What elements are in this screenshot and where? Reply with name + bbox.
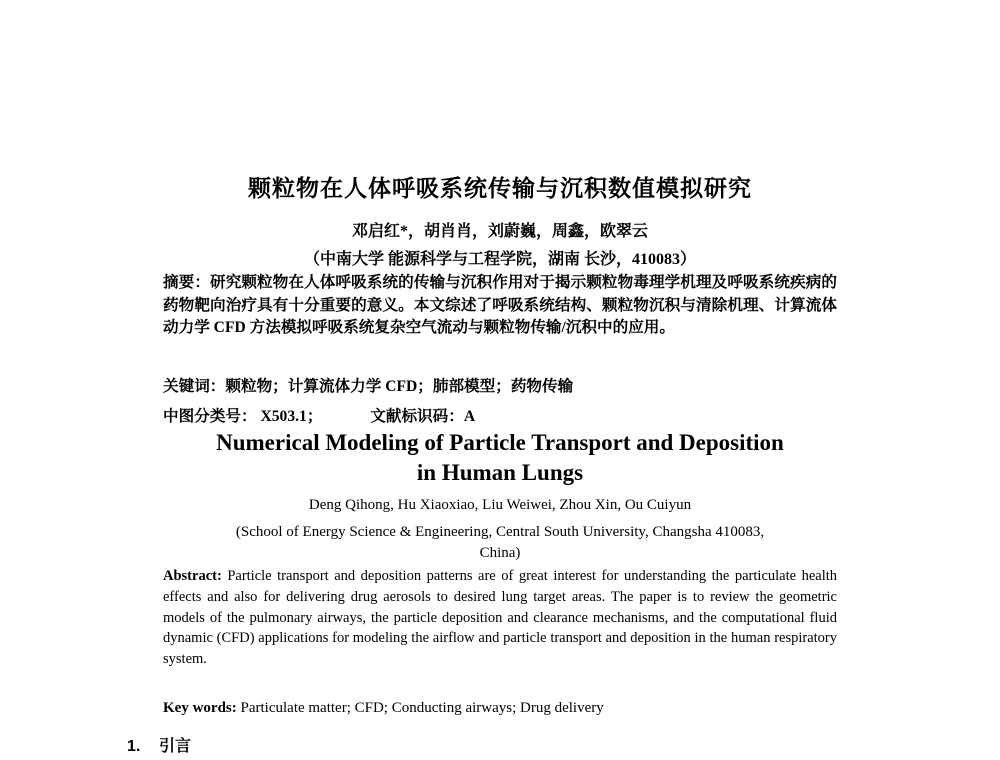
- english-affiliation-line1: (School of Energy Science & Engineering, Central South University, Changsha 410083,: [235, 524, 765, 540]
- english-abstract-label: Abstract:: [163, 568, 222, 584]
- english-title: [0, 428, 1000, 488]
- chinese-abstract-label: 摘要：: [163, 274, 211, 291]
- section-heading: [127, 733, 191, 756]
- english-keywords: [163, 700, 837, 717]
- english-authors: Deng Qihong, Hu Xiaoxiao, Liu Weiwei, Zhou Xin, Ou Cuiyun: [308, 497, 692, 513]
- chinese-abstract: [163, 272, 837, 340]
- english-title-line1: Numerical Modeling of Particle Transport and Deposition: [216, 430, 784, 455]
- english-abstract: [163, 566, 837, 670]
- class-number-value: X503.1；: [260, 408, 323, 425]
- english-affiliation: [0, 522, 1000, 564]
- chinese-abstract-text: 研究颗粒物在人体呼吸系统的传输与沉积作用对于揭示颗粒物毒理学机理及呼吸系统疾病的药物靶向治疗具有十分重要的意义。本文综述了呼吸系统结构、颗粒物沉积与清除机理、计算流体动力学 CFD 方法模拟呼吸系统复杂空气流动与颗粒物传输/沉积中的应用。: [163, 274, 837, 336]
- chinese-title: 颗粒物在人体呼吸系统传输与沉积数值模拟研究: [248, 176, 752, 201]
- english-affiliation-line2: China): [479, 545, 521, 561]
- english-keywords-text: Particulate matter; CFD; Conducting airways; Drug delivery: [240, 700, 604, 716]
- chinese-authors: 邓启红*，胡肖肖，刘蔚巍，周鑫，欧翠云: [351, 223, 648, 240]
- chinese-affiliation: （中南大学 能源科学与工程学院，湖南 长沙，410083）: [303, 251, 696, 268]
- english-title-line2: in Human Lungs: [416, 460, 584, 485]
- classification-line: [163, 404, 837, 426]
- section-number: 1.: [127, 738, 141, 755]
- class-number-label: 中图分类号：: [163, 408, 257, 425]
- english-abstract-text: Particle transport and deposition patterns are of great interest for understanding the particulate health effects and also for delivering drug aerosols to desired lung target areas. The paper is to review the geometric models of the pulmonary airways, the particle deposition and clearance mechanisms, and the computational fluid dynamic (CFD) applications for modeling the airflow and particle transport and deposition in the human respiratory system.: [163, 568, 838, 668]
- document-code-label: 文献标识码：: [370, 408, 464, 425]
- document-code-value: A: [463, 408, 476, 425]
- chinese-keywords-text: 颗粒物；计算流体力学 CFD；肺部模型；药物传输: [225, 378, 574, 395]
- english-keywords-label: Key words:: [163, 700, 237, 716]
- section-title: 引言: [159, 738, 192, 755]
- chinese-keywords-label: 关键词：: [163, 378, 226, 395]
- chinese-keywords: [163, 374, 837, 396]
